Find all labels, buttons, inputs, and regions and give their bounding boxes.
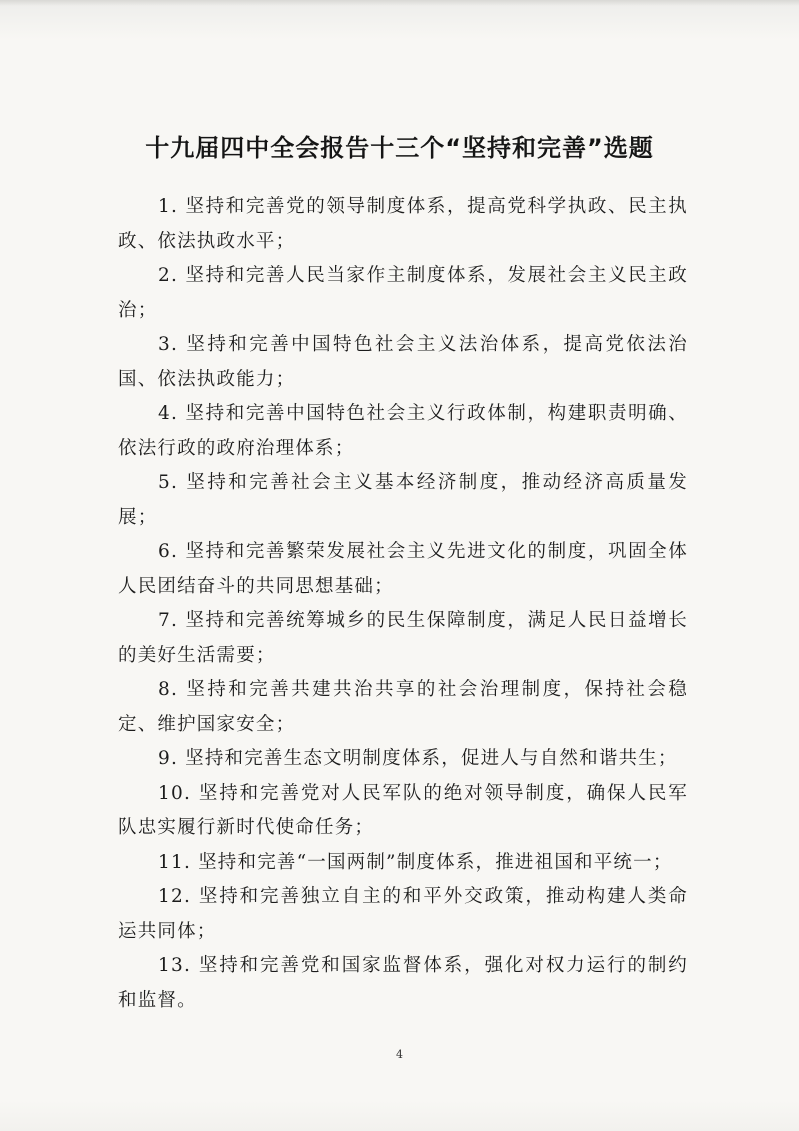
list-item-7: 7. 坚持和完善统筹城乡的民生保障制度，满足人民日益增长的美好生活需要； [118,610,688,666]
scan-edge-shadow [0,0,799,6]
page-number: 4 [396,1048,403,1061]
list-item-5: 5. 坚持和完善社会主义基本经济制度，推动经济高质量发展； [118,472,688,528]
list-item-11: 11. 坚持和完善“一国两制”制度体系，推进祖国和平统一； [158,851,673,873]
document-title: 十九届四中全会报告十三个“坚持和完善”选题 [145,134,654,163]
document-body [118,190,688,1018]
list-item-12: 12. 坚持和完善独立自主的和平外交政策，推动构建人类命运共同体； [118,886,688,942]
list-item-3: 3. 坚持和完善中国特色社会主义法治体系，提高党依法治国、依法执政能力； [118,334,688,390]
list-item-6: 6. 坚持和完善繁荣发展社会主义先进文化的制度，巩固全体人民团结奋斗的共同思想基础； [118,541,688,597]
list-item-4: 4. 坚持和完善中国特色社会主义行政体制，构建职责明确、依法行政的政府治理体系； [118,403,688,459]
list-item-10: 10. 坚持和完善党对人民军队的绝对领导制度，确保人民军队忠实履行新时代使命任务； [118,782,688,838]
list-item-1: 1. 坚持和完善党的领导制度体系，提高党科学执政、民主执政、依法执政水平； [118,196,688,252]
list-item-13: 13. 坚持和完善党和国家监督体系，强化对权力运行的制约和监督。 [118,955,688,1011]
list-item-9: 9. 坚持和完善生态文明制度体系，促进人与自然和谐共生； [158,748,678,769]
list-item-8: 8. 坚持和完善共建共治共享的社会治理制度，保持社会稳定、维护国家安全； [118,679,688,735]
list-item-2: 2. 坚持和完善人民当家作主制度体系，发展社会主义民主政治； [118,265,688,321]
